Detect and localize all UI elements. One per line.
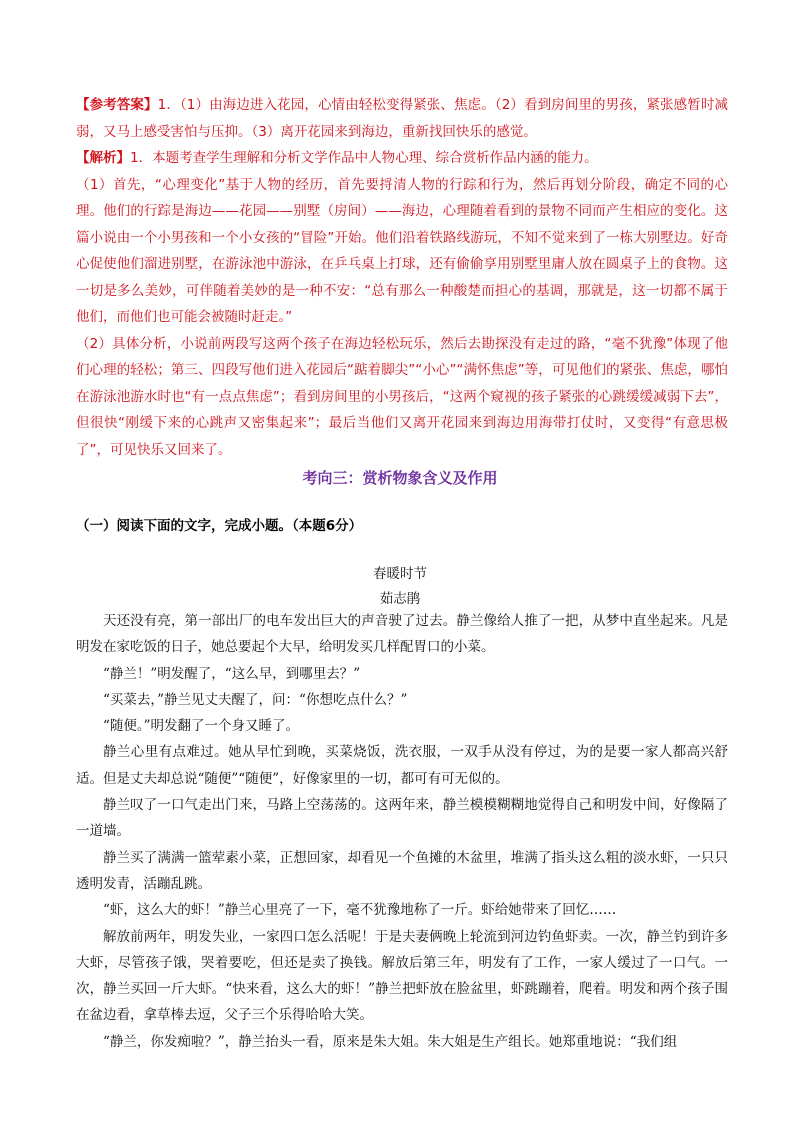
- story-paragraph: “随便。”明发翻了一个身又睡了。: [103, 718, 300, 735]
- analysis-paragraph-1: （1）首先，“心理变化”基于人物的经历，首先要捋清人物的行踪和行为，然后再划分阶段，确定不同的心理。他们的行踪是海边——花园——别墅（房间）——海边，心理随着看到的景物不同而产生相应的变化。这篇小说由一个小男孩和一个小女孩的“冒险”开始。他们沿着铁路线游玩，不知不觉来到了一栋大别墅边。好奇心促使他们溜进别墅，在游泳池中游泳，在乒乓桌上打球，还有偷偷享用别墅里庸人放在圆桌子上的食物。这一切是多么美妙，可伴随着美妙的是一种不安：“总有那么一种酸楚而担心的基调，那就是，这一切都不属于他们，而他们也可能会被随时赶走。”: [76, 176, 728, 325]
- reference-answer: [76, 92, 728, 145]
- story-author: 茹志鹃: [379, 591, 421, 607]
- section-heading: 考向三：赏析物象含义及作用: [302, 469, 498, 487]
- story-title: 春暖时节: [373, 566, 427, 582]
- story-paragraph: “买菜去，”静兰见丈夫醒了，问：“你想吃点什么？”: [103, 691, 408, 708]
- story-paragraph: “静兰！”明发醒了，“这么早，到哪里去？”: [103, 665, 361, 682]
- story-paragraph: 天还没有亮，第一部出厂的电车发出巨大的声音驶了过去。静兰像给人推了一把，从梦中直坐起来。凡是明发在家吃饭的日子，她总要起个大早，给明发买几样配胃口的小菜。: [76, 613, 728, 656]
- analysis-intro-paragraph: [76, 145, 728, 172]
- story-paragraph: 静兰叹了一口气走出门来，马路上空荡荡的。这两年来，静兰模模糊糊地觉得自己和明发中间，好像隔了一道墙。: [76, 797, 728, 840]
- answer-text: 1．（1）由海边进入花园，心情由轻松变得紧张、焦虑。（2）看到房间里的男孩，紧张感暂时减弱，又马上感受害怕与压抑。（3）离开花园来到海边，重新找回快乐的感觉。: [76, 97, 728, 140]
- analysis-paragraph-2: （2）具体分析，小说前两段写这两个孩子在海边轻松玩乐，然后去勘探没有走过的路，“毫不犹豫”体现了他们心理的轻松；第三、四段写他们进入花园后“踮着脚尖”“小心”“满怀焦虑”等，可见他们的紧张、焦虑，哪怕在游泳池游水时也“有一点点焦虑”；看到房间里的小男孩后，“这两个窥视的孩子紧张的心跳缓缓减弱下去”，但很快“刚缓下来的心跳声又密集起来”；最后当他们又离开花园来到海边用海带打仗时，又变得“有意思极了”，可见快乐又回来了。: [76, 335, 728, 458]
- story-paragraph: 静兰心里有点难过。她从早忙到晚，买菜烧饭，洗衣服，一双手从没有停过，为的是要一家人都高兴舒适。但是丈夫却总说“随便”“随便”，好像家里的一切，都可有可无似的。: [76, 744, 728, 787]
- story-paragraph: “虾，这么大的虾！”静兰心里亮了一下，毫不犹豫地称了一斤。虾给她带来了回忆……: [103, 902, 617, 919]
- analysis-tag: 【解析】: [76, 150, 130, 166]
- analysis: [76, 145, 728, 463]
- analysis-intro: 1．本题考查学生理解和分析文学作品中人物心理、综合赏析作品内涵的能力。: [130, 150, 598, 166]
- answer-tag: 【参考答案】: [76, 97, 158, 113]
- story-paragraph: “静兰，你发痴啦？”，静兰抬头一看，原来是朱大姐。朱大姐是生产组长。她郑重地说：“我们组: [103, 1033, 678, 1050]
- story-body: [76, 608, 728, 1055]
- story-paragraph: 静兰买了满满一篮荤素小菜，正想回家，却看见一个鱼摊的木盆里，堆满了指头这么粗的淡水虾，一只只透明发青，活蹦乱跳。: [76, 849, 728, 892]
- question-title: （一）阅读下面的文字，完成小题。（本题6分）: [76, 518, 363, 534]
- answer-paragraph: [76, 92, 728, 145]
- story-paragraph: 解放前两年，明发失业，一家四口怎么活呢！于是夫妻俩晚上轮流到河边钓鱼虾卖。一次，静兰钓到许多大虾，尽管孩子饿，哭着要吃，但还是卖了换钱。解放后第三年，明发有了工作，一家人缓过了一口气。一次，静兰买回一斤大虾。“快来看，这么大的虾！”静兰把虾放在脸盆里，虾跳蹦着，爬着。明发和两个孩子围在盆边看，拿草棒去逗，父子三个乐得哈哈大笑。: [76, 928, 728, 1024]
